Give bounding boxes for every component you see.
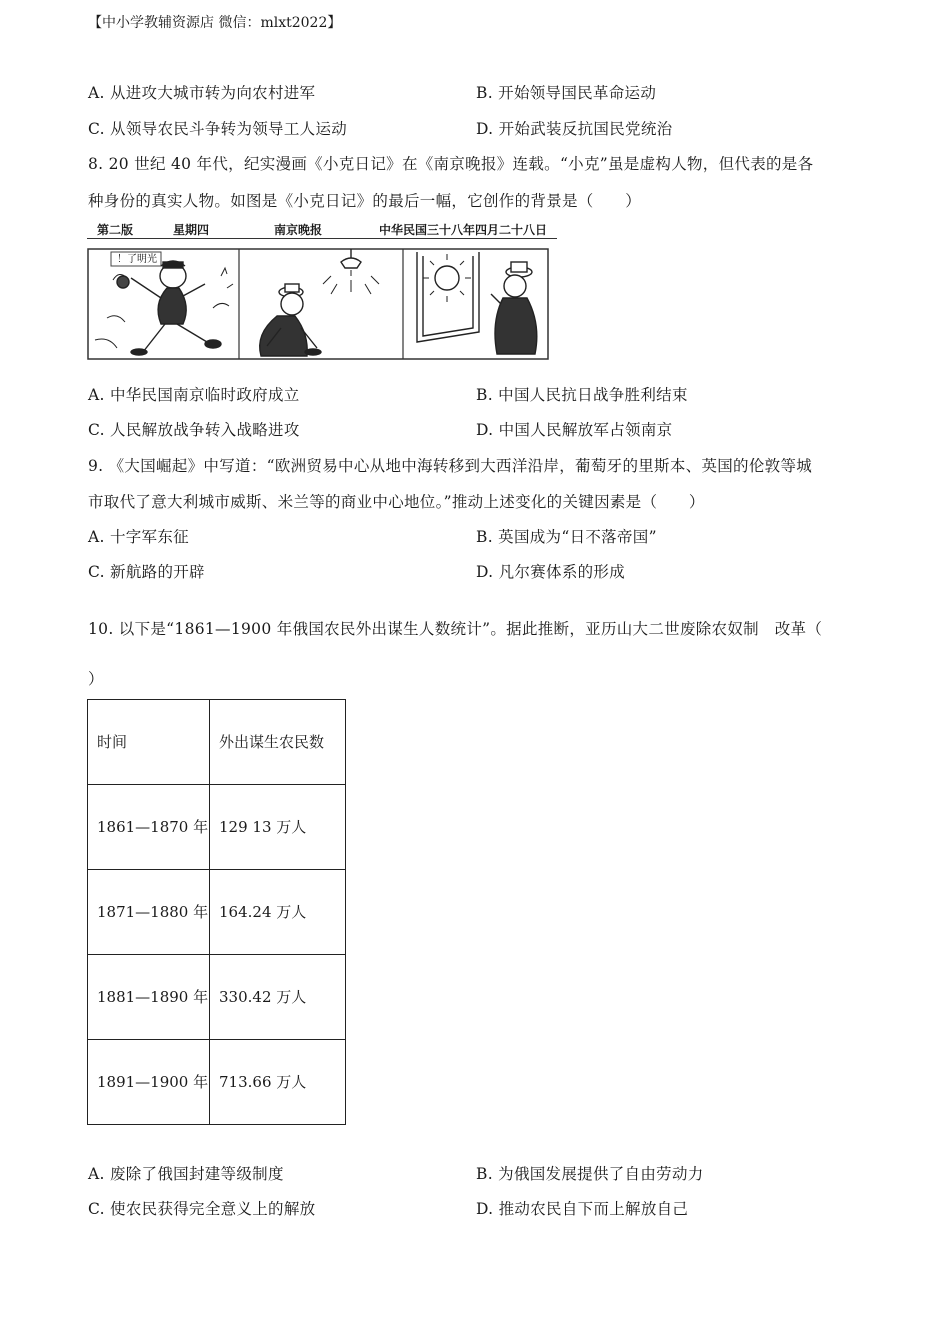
comic-date: 中华民国三十八年四月二十八日 <box>379 223 548 237</box>
table-cell-period: 1891—1900 年 <box>88 1040 210 1125</box>
q9-stem-line1: 9. 《大国崛起》中写道：“欧洲贸易中心从地中海转移到大西洋沿岸，葡萄牙的里斯本、英国的伦敦等城 <box>88 457 813 475</box>
q7-option-c: C. 从领导农民斗争转为领导工人运动 <box>88 120 348 138</box>
table-header-count: 外出谋生农民数 <box>210 700 346 785</box>
comic-paper: 南京晚报 <box>274 223 323 237</box>
q8-option-a: A. 中华民国南京临时政府成立 <box>88 386 300 404</box>
q9-option-c: C. 新航路的开辟 <box>88 563 205 581</box>
table-cell-period: 1871—1880 年 <box>88 870 210 955</box>
table-header-row <box>88 700 346 785</box>
comic-page: 第二版 <box>97 223 134 237</box>
table-cell-period: 1861—1870 年 <box>88 785 210 870</box>
table-cell-count: 713.66 万人 <box>210 1040 346 1125</box>
q8-option-d: D. 中国人民解放军占领南京 <box>476 421 673 439</box>
q10-option-d: D. 推动农民自下而上解放自己 <box>476 1200 689 1218</box>
q10-stem-line2: ） <box>88 670 104 688</box>
comic-panels <box>87 248 549 360</box>
q10-stem-line1: 10. 以下是“1861—1900 年俄国农民外出谋生人数统计”。据此推断，亚历山大二世废除农奴制 改革（ <box>88 620 823 638</box>
q8-stem-line2: 种身份的真实人物。如图是《小克日记》的最后一幅，它创作的背景是（ ） <box>88 192 642 210</box>
table-header-time: 时间 <box>88 700 210 785</box>
q7-option-a: A. 从进攻大城市转为向农村进军 <box>88 84 316 102</box>
q8-option-c: C. 人民解放战争转入战略进攻 <box>88 421 300 439</box>
comic-strip <box>87 220 559 364</box>
table-cell-count: 330.42 万人 <box>210 955 346 1040</box>
table-row <box>88 1040 346 1125</box>
q8-option-b: B. 中国人民抗日战争胜利结束 <box>476 386 688 404</box>
q9-stem-line2: 市取代了意大利城市威斯、米兰等的商业中心地位。”推动上述变化的关键因素是（ ） <box>88 493 705 511</box>
comic-caption: ！了明光 <box>117 254 157 265</box>
q9-option-d: D. 凡尔赛体系的形成 <box>476 563 626 581</box>
comic-weekday: 星期四 <box>173 223 210 237</box>
q10-option-c: C. 使农民获得完全意义上的解放 <box>88 1200 316 1218</box>
q10-option-a: A. 废除了俄国封建等级制度 <box>88 1165 284 1183</box>
q9-option-a: A. 十字军东征 <box>88 528 189 546</box>
q7-option-b: B. 开始领导国民革命运动 <box>476 84 657 102</box>
peasant-migration-table <box>87 699 346 1125</box>
q7-option-d: D. 开始武装反抗国民党统治 <box>476 120 673 138</box>
table-row <box>88 785 346 870</box>
q9-option-b: B. 英国成为“日不落帝国” <box>476 528 657 546</box>
table-cell-period: 1881—1890 年 <box>88 955 210 1040</box>
q8-stem-line1: 8. 20 世纪 40 年代，纪实漫画《小克日记》在《南京晚报》连载。“小克”虽是虚构人物，但代表的是各 <box>88 155 814 173</box>
page-header: 【中小学教辅资源店 微信：mlxt2022】 <box>88 15 342 31</box>
table-cell-count: 129 13 万人 <box>210 785 346 870</box>
table-row <box>88 955 346 1040</box>
q10-option-b: B. 为俄国发展提供了自由劳动力 <box>476 1165 704 1183</box>
table-row <box>88 870 346 955</box>
comic-header <box>87 220 557 239</box>
table-cell-count: 164.24 万人 <box>210 870 346 955</box>
